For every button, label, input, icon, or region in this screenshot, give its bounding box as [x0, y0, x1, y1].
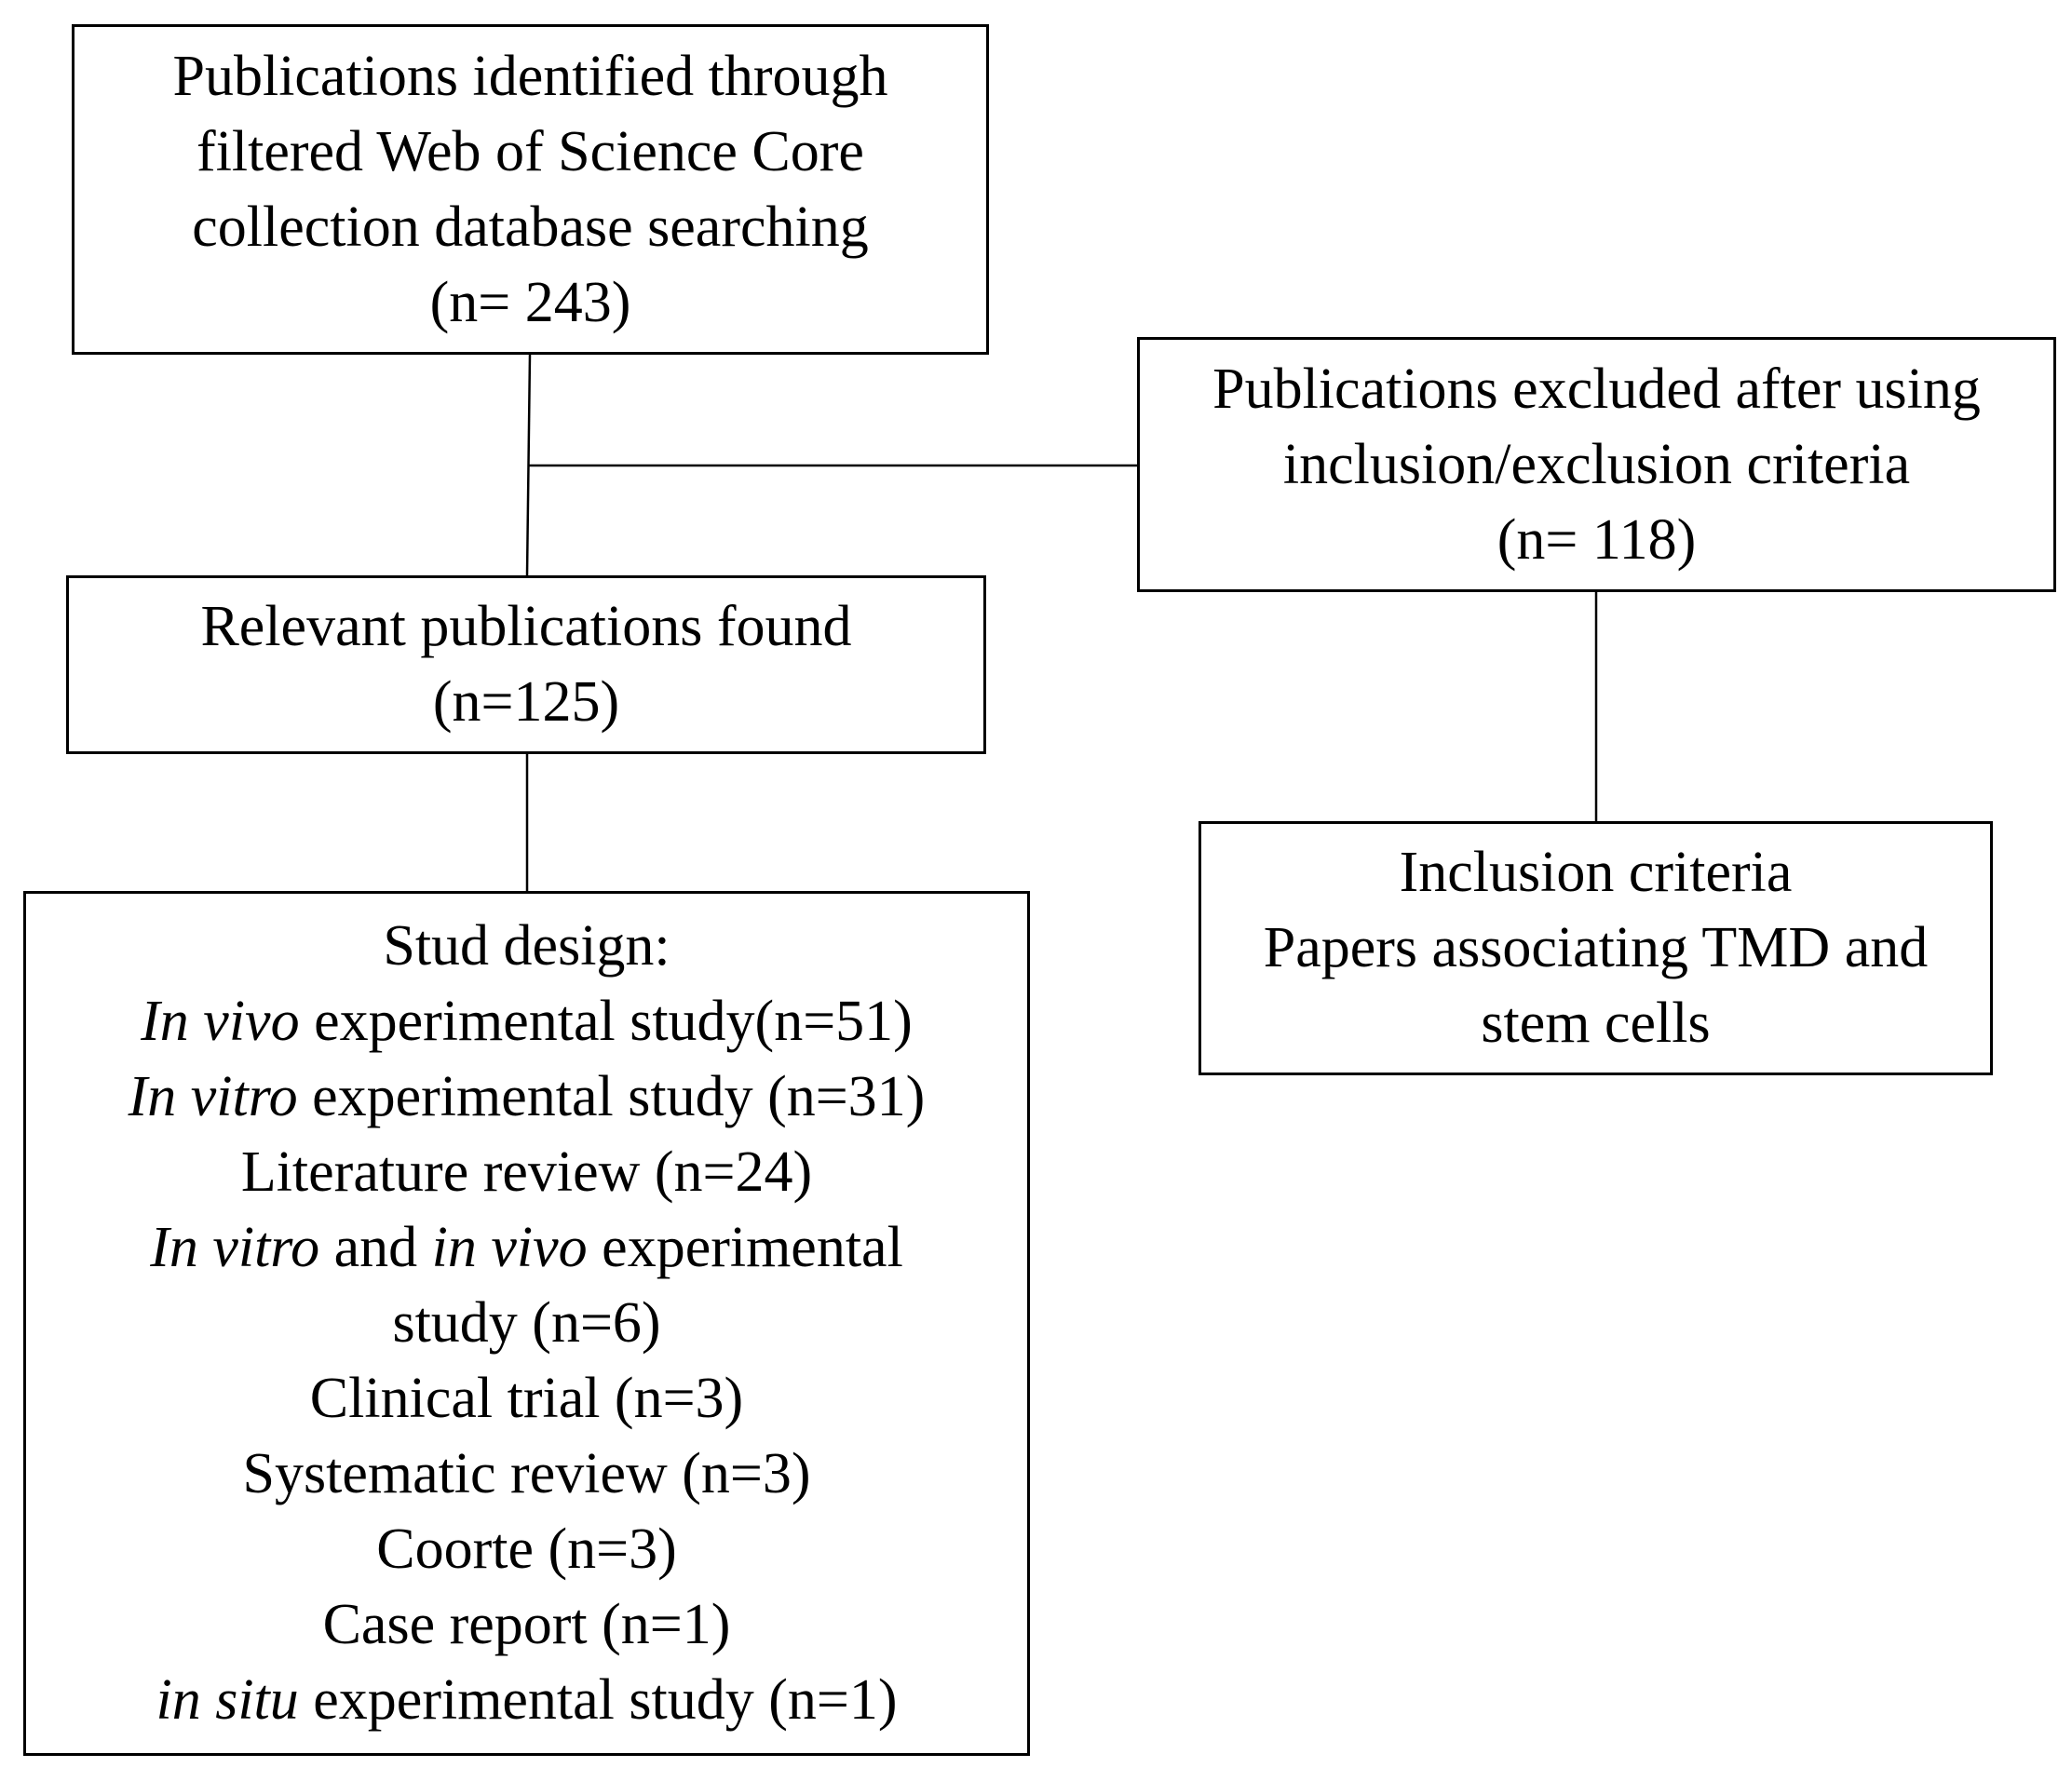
design-item-in-vivo-text: experimental study(n=51)	[299, 990, 913, 1053]
design-item-coorte: Coorte (n=3)	[376, 1518, 677, 1581]
study-design-box	[23, 891, 1030, 1756]
design-item-combined-italic-2: in vivo	[431, 1216, 588, 1279]
identified-line-2: filtered Web of Science Core	[196, 119, 864, 183]
design-item-in-situ	[156, 1663, 897, 1738]
design-item-clinical-trial: Clinical trial (n=3)	[309, 1367, 744, 1430]
identified-count: (n= 243)	[429, 270, 631, 334]
identified-line-1: Publications identified through	[172, 44, 888, 108]
design-item-case-report: Case report (n=1)	[322, 1593, 731, 1656]
design-item-in-situ-italic: in situ	[156, 1668, 299, 1732]
design-item-in-vitro-and-in-vivo-cont: study (n=6)	[392, 1291, 661, 1355]
design-item-in-vitro	[129, 1059, 926, 1135]
design-item-in-vivo	[141, 984, 913, 1059]
identified-line-3: collection database searching	[192, 195, 869, 259]
excluded-publications-box	[1137, 337, 2056, 592]
inclusion-criteria-box	[1199, 821, 1993, 1075]
design-heading: Stud design:	[383, 914, 670, 978]
excluded-count: (n= 118)	[1496, 507, 1697, 572]
identified-publications-box	[72, 24, 989, 355]
inclusion-line-3: stem cells	[1481, 992, 1711, 1055]
inclusion-line-2: Papers associating TMD and	[1263, 916, 1929, 979]
design-item-combined-text: experimental	[587, 1216, 903, 1279]
relevant-line-1: Relevant publications found	[200, 595, 852, 658]
design-item-systematic-review: Systematic review (n=3)	[242, 1442, 811, 1505]
inclusion-title: Inclusion criteria	[1399, 841, 1793, 904]
relevant-count: (n=125)	[432, 670, 620, 734]
design-item-in-vitro-and-in-vivo	[150, 1210, 903, 1286]
design-item-in-situ-text: experimental study (n=1)	[298, 1668, 898, 1732]
excluded-line-2: inclusion/exclusion criteria	[1282, 432, 1911, 496]
design-item-literature-review: Literature review (n=24)	[240, 1140, 813, 1204]
design-item-in-vitro-text: experimental study (n=31)	[297, 1065, 926, 1128]
excluded-line-1: Publications excluded after using	[1212, 357, 1981, 421]
design-item-in-vitro-italic: In vitro	[128, 1065, 298, 1128]
design-item-combined-italic-1: In vitro	[150, 1216, 320, 1279]
design-item-combined-mid: and	[319, 1216, 432, 1279]
design-item-in-vivo-italic: In vivo	[141, 990, 300, 1053]
relevant-publications-box	[66, 575, 986, 754]
